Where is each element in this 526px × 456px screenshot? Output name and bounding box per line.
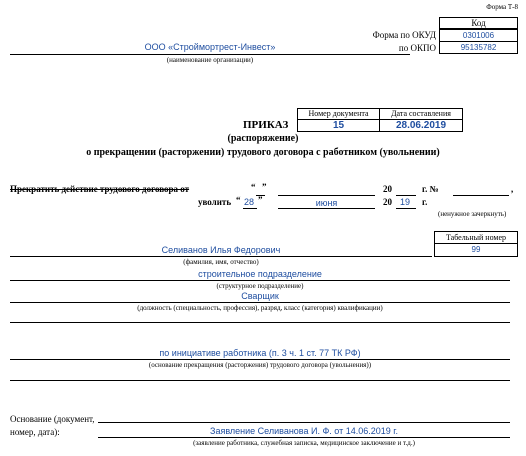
terminate-label: Прекратить действие трудового договора от — [10, 184, 190, 194]
department: строительное подразделение — [198, 269, 322, 279]
dismiss-day-line — [243, 208, 257, 209]
position-extra-line — [10, 322, 510, 323]
okpo-value: 95135782 — [439, 41, 518, 54]
dismiss-open-quote: “ — [236, 195, 241, 205]
terminate-open-quote: “ — [251, 182, 256, 192]
okud-label: Форма по ОКУД — [372, 30, 436, 40]
order-subtitle: (распоряжение) — [227, 133, 299, 144]
dismiss-year-line — [396, 208, 416, 209]
order-heading: о прекращении (расторжении) трудового договора с работником (увольнении) — [86, 147, 440, 158]
position-line — [10, 302, 510, 303]
dismiss-year-prefix: 20 — [383, 197, 392, 207]
termination-ground: по инициативе работника (п. 3 ч. 1 ст. 77 ТК РФ) — [159, 348, 361, 358]
ground-line — [10, 359, 510, 360]
position: Сварщик — [241, 291, 279, 301]
okpo-label: по ОКПО — [398, 43, 436, 53]
dismiss-close-quote: ” — [258, 195, 263, 205]
ground-caption: (основание прекращения (расторжения) трудового договора (увольнения)) — [148, 361, 372, 369]
org-line — [10, 54, 410, 55]
basis-label-line2: номер, дата): — [10, 427, 60, 437]
department-line — [10, 280, 510, 281]
doc-number: 15 — [297, 119, 380, 132]
org-caption: (наименование организации) — [166, 56, 254, 64]
terminate-comma: , — [511, 184, 514, 194]
terminate-close-quote: ” — [262, 182, 267, 192]
ground-extra-line — [10, 380, 510, 381]
terminate-number-line — [453, 195, 509, 196]
order-title: ПРИКАЗ — [243, 119, 289, 131]
terminate-year-line — [396, 195, 416, 196]
dismiss-g: г. — [422, 197, 428, 207]
position-caption: (должность (специальность, профессия), разряд, класс (категория) квалификации) — [137, 304, 383, 312]
terminate-month-line — [278, 195, 375, 196]
form-label: Форма Т-8 — [486, 3, 518, 11]
strike-note: (ненужное зачеркнуть) — [438, 210, 507, 218]
employee-name-line — [10, 256, 432, 257]
terminate-no-label: г. № — [422, 184, 439, 194]
org-name: ООО «Строймортрест-Инвест» — [144, 42, 276, 52]
basis-caption: (заявление работника, служебная записка, медицинское заключение и т.д.) — [193, 439, 415, 447]
dismiss-day: 28 — [244, 197, 255, 207]
okud-value: 0301006 — [439, 29, 518, 42]
codes-header: Код — [439, 17, 518, 29]
department-caption: (структурное подразделение) — [216, 282, 304, 290]
doc-date-header: Дата составления — [379, 108, 463, 120]
tab-number-header: Табельный номер — [434, 231, 518, 244]
terminate-year-prefix: 20 — [383, 184, 392, 194]
basis-label-line1: Основание (документ, — [10, 414, 95, 424]
doc-date: 28.06.2019 — [379, 119, 463, 132]
dismiss-month: июня — [315, 198, 338, 208]
basis-line — [98, 437, 510, 438]
dismiss-year-suffix: 19 — [400, 197, 411, 207]
doc-number-header: Номер документа — [297, 108, 380, 120]
employee-name-caption: (фамилия, имя, отчество) — [183, 258, 259, 266]
basis-upper-line — [98, 422, 510, 423]
dismiss-month-line — [278, 208, 375, 209]
dismiss-label: уволить — [198, 197, 232, 207]
employee-name: Селиванов Илья Федорович — [161, 245, 281, 255]
basis-value: Заявление Селиванова И. Ф. от 14.06.2019 г. — [210, 426, 398, 436]
tab-number-value: 99 — [434, 243, 518, 257]
